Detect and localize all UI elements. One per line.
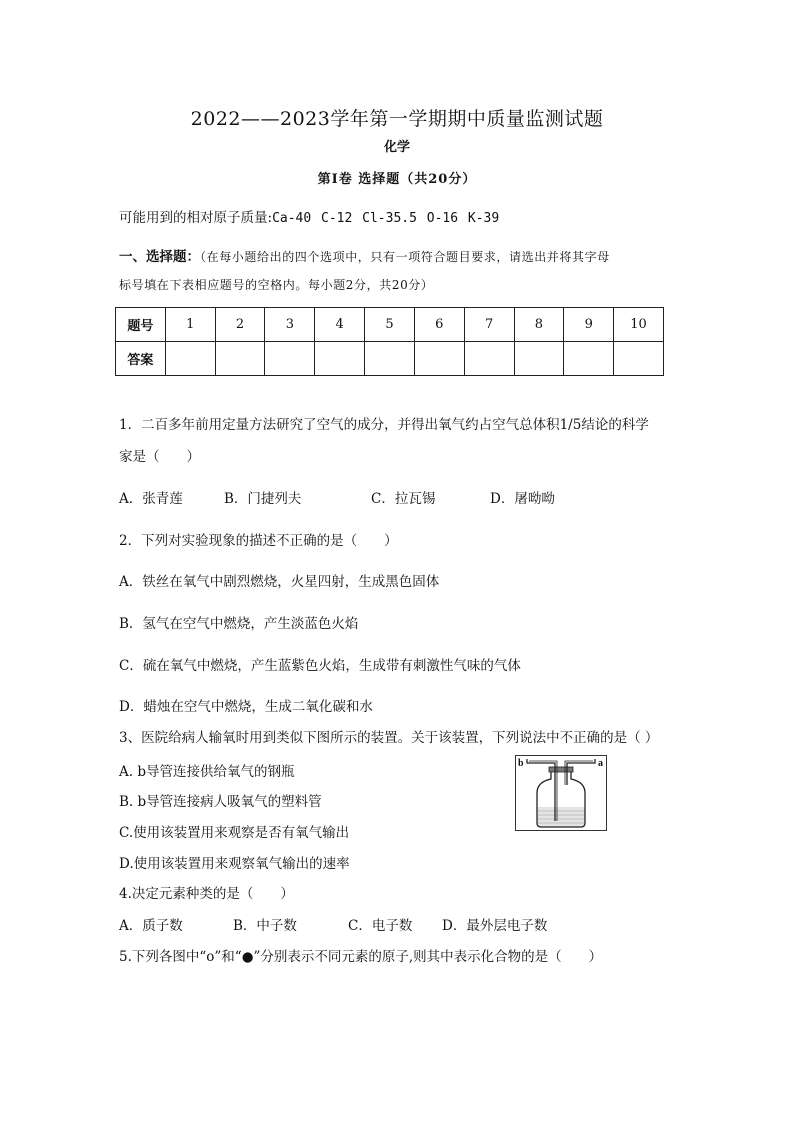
tube-label-a: a (598, 758, 603, 769)
subject-label: 化学 (383, 140, 410, 155)
answer-cell[interactable] (165, 342, 215, 376)
atomic-mass-line (119, 206, 499, 226)
question-number-cell: 6 (414, 308, 464, 342)
q4-option-b: B．中子数 (233, 918, 297, 934)
q2-option-d: D．蜡烛在空气中燃烧，生成二氧化碳和水 (119, 699, 373, 715)
question-number-cell: 2 (215, 308, 265, 342)
exam-title: 2022——2023学年第一学期期中质量监测试题 (190, 108, 604, 130)
answer-cell[interactable] (265, 342, 315, 376)
row-label-answer: 答案 (116, 342, 166, 376)
question-number-cell: 5 (365, 308, 415, 342)
part1-instruction-text: （在每小题给出的四个选项中，只有一项符合题目要求，请选出并将其字母 (200, 250, 610, 264)
part1-heading: 一、选择题： (119, 249, 200, 265)
question-number-cell: 8 (514, 308, 564, 342)
answer-cell[interactable] (414, 342, 464, 376)
q4-option-c: C．电子数 (348, 918, 413, 934)
answer-cell[interactable] (464, 342, 514, 376)
q2-option-b: B．氢气在空气中燃烧，产生淡蓝色火焰 (119, 616, 359, 632)
atomic-mass-prefix: 可能用到的相对原子质量: (119, 210, 273, 226)
q1-stem-line1: 1．二百多年前用定量方法研究了空气的成分，并得出氧气约占空气总体积1/5结论的科学 (119, 417, 649, 433)
section-heading: 第Ⅰ卷 选择题（共20分） (317, 172, 477, 187)
q1-option-a: A．张青莲 (119, 491, 183, 507)
atomic-mass-values: Ca-40 C-12 Cl-35.5 O-16 K-39 (272, 211, 500, 226)
q1-option-d: D．屠呦呦 (490, 491, 555, 507)
q1-stem-line2: 家是（ ） (119, 449, 200, 465)
answer-cell[interactable] (315, 342, 365, 376)
q1-option-c: C．拉瓦锡 (371, 491, 436, 507)
question-number-cell: 9 (564, 308, 614, 342)
question-number-cell: 4 (315, 308, 365, 342)
q3-stem: 3、医院给病人输氧时用到类似下图所示的装置。关于该装置，下列说法中不正确的是（ ） (119, 730, 659, 746)
question-number-cell: 3 (265, 308, 315, 342)
tube-label-b: b (518, 758, 524, 769)
q3-option-b: B. b导管连接病人吸氧气的塑料管 (119, 794, 322, 810)
gas-washing-bottle-drawing (515, 755, 607, 831)
question-number-cell: 7 (464, 308, 514, 342)
q3-option-c: C.使用该装置用来观察是否有氧气输出 (119, 825, 350, 841)
q2-option-c: C．硫在氧气中燃烧，产生蓝紫色火焰，生成带有刺激性气味的气体 (119, 658, 521, 674)
answer-table-answer-row (116, 342, 664, 376)
part1-instruction-line2: 标号填在下表相应题号的空格内。每小题2分，共20分） (119, 278, 434, 292)
q1-option-b: B．门捷列夫 (224, 491, 302, 507)
question-number-cell: 10 (614, 308, 664, 342)
q3-option-d: D.使用该装置用来观察氧气输出的速率 (119, 856, 350, 872)
question-number-cell: 1 (165, 308, 215, 342)
gas-washing-bottle-figure (515, 755, 607, 831)
answer-cell[interactable] (564, 342, 614, 376)
answer-cell[interactable] (514, 342, 564, 376)
q4-stem: 4.决定元素种类的是（ ） (119, 886, 294, 902)
answer-table-number-row (116, 308, 664, 342)
part1-instruction-line1 (119, 245, 610, 265)
q4-option-d: D．最外层电子数 (442, 918, 548, 934)
row-label-number: 题号 (116, 308, 166, 342)
q2-option-a: A．铁丝在氧气中剧烈燃烧，火星四射，生成黑色固体 (119, 574, 440, 590)
answer-cell[interactable] (215, 342, 265, 376)
answer-cell[interactable] (614, 342, 664, 376)
q4-option-a: A．质子数 (119, 918, 183, 934)
q2-stem: 2．下列对实验现象的描述不正确的是（ ） (119, 533, 398, 549)
q5-stem: 5.下列各图中“o”和“●”分别表示不同元素的原子,则其中表示化合物的是（ ） (119, 949, 603, 965)
q3-option-a: A. b导管连接供给氧气的钢瓶 (119, 764, 295, 780)
answer-table (115, 307, 664, 376)
answer-cell[interactable] (365, 342, 415, 376)
